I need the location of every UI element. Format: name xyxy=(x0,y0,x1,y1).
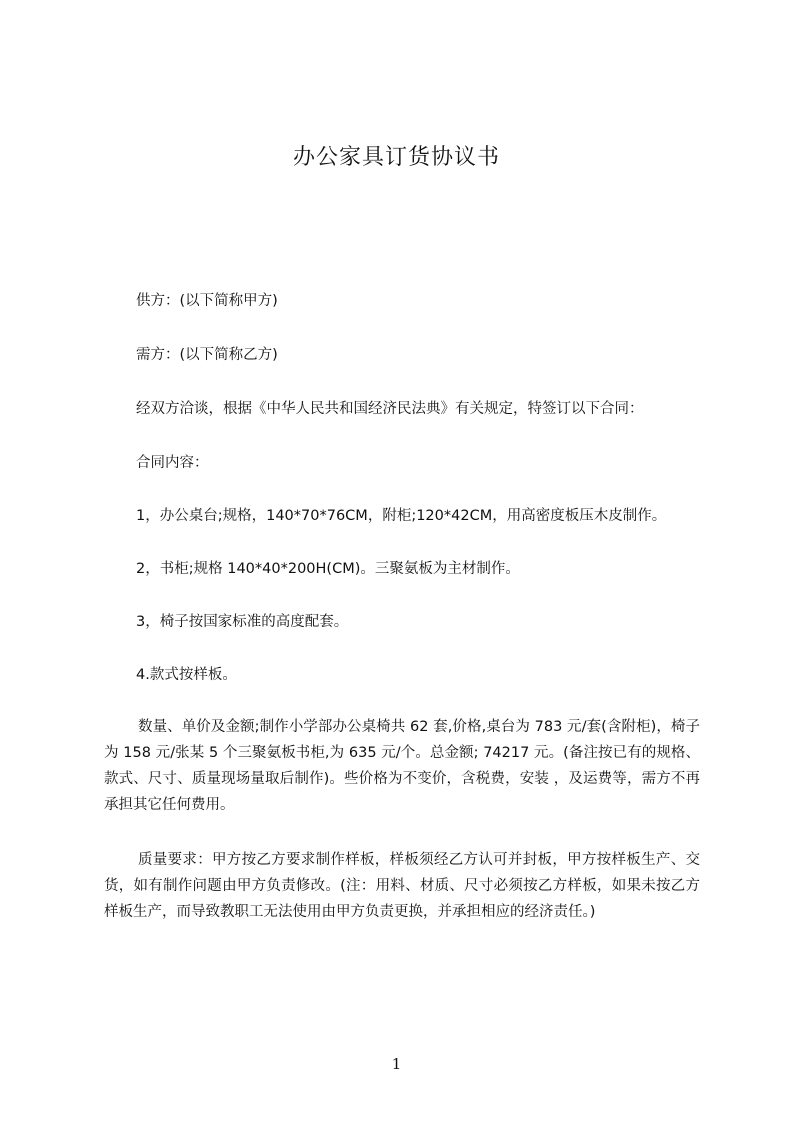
supplier-line: 供方：(以下简称甲方) xyxy=(136,293,278,309)
clause-desk: 1，办公桌台;规格，140*70*76CM，附柜;120*42CM，用高密度板压木皮制作。 xyxy=(136,508,667,524)
price-paragraph: 数量、单价及金额;制作小学部办公桌椅共 62 套,价格,桌台为 783 元/套(含附柜)，椅子为 158 元/张某 5 个三聚氨板书柜,为 635 元/个。总金额; 74217 元。(备注按已有的规格、款式、尺寸、质量现场量取后制作)。些价格为不变价，含税费，安装 ，及运费等，需方不再承担其它任何费用。 xyxy=(104,719,700,813)
clause-style: 4.款式按样板。 xyxy=(136,667,237,683)
clause-chair: 3，椅子按国家标准的高度配套。 xyxy=(136,614,349,630)
page-number: 1 xyxy=(391,1055,402,1073)
clause-bookcase: 2，书柜;规格 140*40*200H(CM)。三聚氨板为主材制作。 xyxy=(136,561,520,577)
buyer-line: 需方：(以下简称乙方) xyxy=(136,347,278,363)
preamble-line: 经双方洽谈，根据《中华人民共和国经济民法典》有关规定，特签订以下合同： xyxy=(136,401,644,417)
document-title: 办公家具订货协议书 xyxy=(292,145,500,170)
quality-paragraph: 质量要求：甲方按乙方要求制作样板，样板须经乙方认可并封板，甲方按样板生产、交货，如有制作问题由甲方负责修改。(注：用料、材质、尺寸必须按乙方样板，如果未按乙方样板生产，而导致教职工无法使用由甲方负责更换，并承担相应的经济责任。) xyxy=(104,852,700,920)
contract-content-heading: 合同内容： xyxy=(136,455,209,471)
